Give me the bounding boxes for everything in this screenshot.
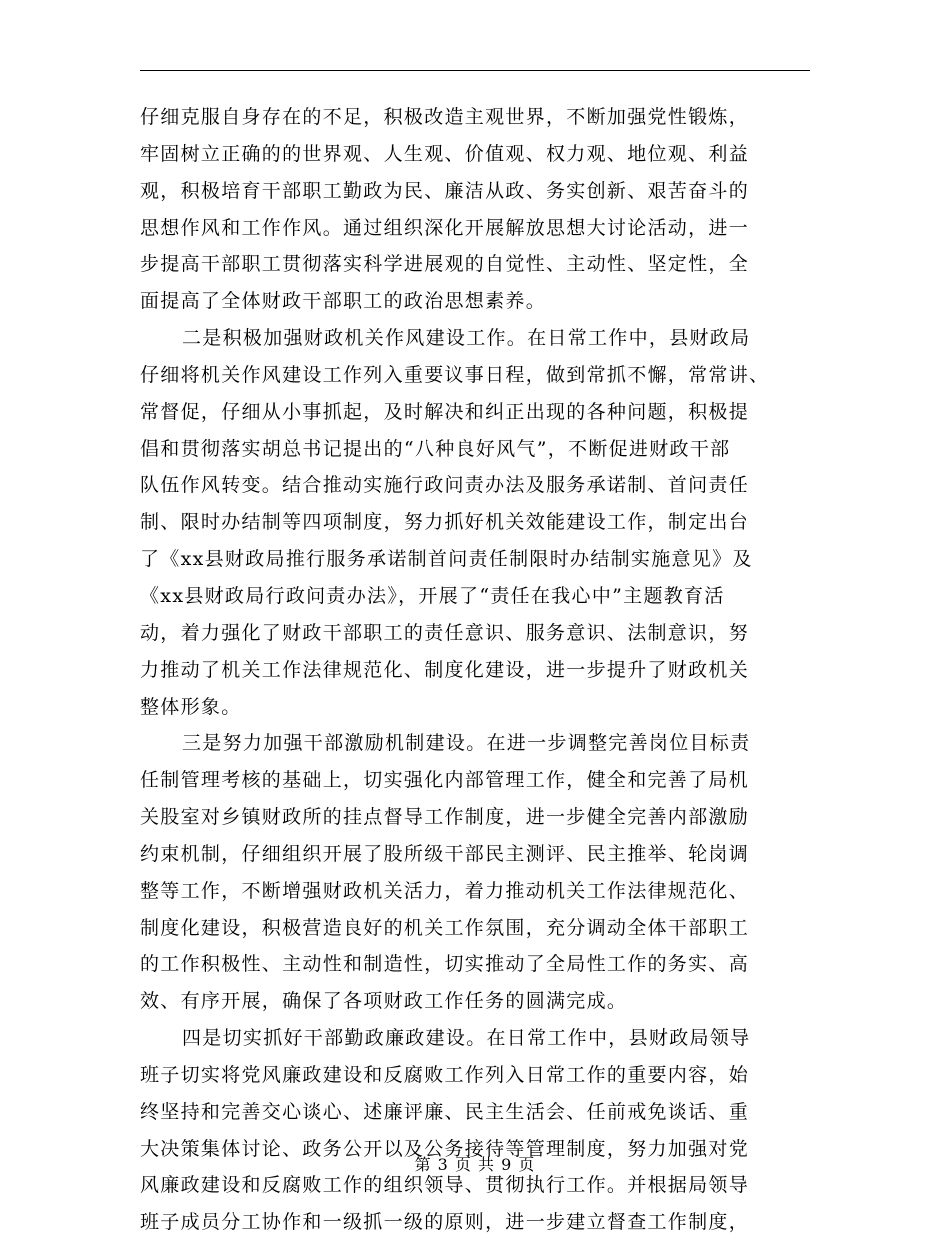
text-line: 制度化建设，积极营造良好的机关工作氛围，充分调动全体干部职工 [140,916,750,939]
text-line: 整等工作，不断增强财政机关活力，着力推动机关工作法律规范化、 [140,879,750,902]
text-line: 大决策集体讨论、政务公开以及公务接待等管理制度，努力加强对党 [140,1137,750,1160]
text-line: 倡和贯彻落实胡总书记提出的“八种良好风气”，不断促进财政干部 [140,437,731,460]
page-number-footer: 第 3 页 共 9 页 [414,1155,536,1174]
text-line: 整体形象。 [140,695,242,718]
text-line: 风廉政建设和反腐败工作的组织领导、贯彻执行工作。并根据局领导 [140,1174,750,1197]
text-line: 关股室对乡镇财政所的挂点督导工作制度，进一步健全完善内部激励 [140,806,750,829]
text-line: 班子成员分工协作和一级抓一级的原则，进一步建立督查工作制度， [140,1211,750,1234]
text-line: 仔细将机关作风建设工作列入重要议事日程，做到常抓不懈，常常讲、 [140,363,770,386]
text-line: 终坚持和完善交心谈心、述廉评廉、民主生活会、任前戒免谈话、重 [140,1100,750,1123]
paragraph [140,320,812,725]
text-line: 仔细克服自身存在的不足，积极改造主观世界，不断加强党性锻炼， [140,106,750,128]
text-line: 二是积极加强财政机关作风建设工作。在日常工作中，县财政局 [182,327,751,350]
text-line: 班子切实将党风廉政建设和反腐败工作列入日常工作的重要内容，始 [140,1063,750,1086]
text-line: 的工作积极性、主动性和制造性，切实推动了全局性工作的务实、高 [140,953,750,976]
text-line: 《xx县财政局行政问责办法》，开展了“责任在我心中”主题教育活 [140,584,725,607]
text-line: 效、有序开展，确保了各项财政工作任务的圆满完成。 [140,990,628,1013]
paragraph [140,1020,812,1241]
text-line: 任制管理考核的基础上，切实强化内部管理工作，健全和完善了局机 [140,769,750,792]
text-line: 动，着力强化了财政干部职工的责任意识、服务意识、法制意识，努 [140,621,750,644]
text-line: 三是努力加强干部激励机制建设。在进一步调整完善岗位目标责 [182,732,751,755]
paragraph [140,99,812,320]
text-line: 面提高了全体财政干部职工的政治思想素养。 [140,290,547,313]
text-line: 约束机制，仔细组织开展了股所级干部民主测评、民主推举、轮岗调 [140,842,750,865]
text-line: 四是切实抓好干部勤政廉政建设。在日常工作中，县财政局领导 [182,1027,751,1050]
text-line: 思想作风和工作作风。通过组织深化开展解放思想大讨论活动，进一 [140,216,750,239]
text-line: 制、限时办结制等四项制度，努力抓好机关效能建设工作，制定出台 [140,511,750,534]
document-body [140,99,812,1241]
text-line: 力推动了机关工作法律规范化、制度化建设，进一步提升了财政机关 [140,658,750,681]
text-line: 常督促，仔细从小事抓起，及时解决和纠正出现的各种问题，积极提 [140,400,750,423]
text-line: 步提高干部职工贯彻落实科学进展观的自觉性、主动性、坚定性，全 [140,253,750,276]
header-rule [140,70,810,71]
text-line: 观，积极培育干部职工勤政为民、廉洁从政、务实创新、艰苦奋斗的 [140,179,750,202]
text-line: 队伍作风转变。结合推动实施行政问责办法及服务承诺制、首问责任 [140,474,750,497]
paragraph [140,725,812,1020]
text-line: 牢固树立正确的的世界观、人生观、价值观、权力观、地位观、利益 [140,142,750,165]
text-line: 了《xx县财政局推行服务承诺制首问责任制限时办结制实施意见》及 [140,548,753,571]
